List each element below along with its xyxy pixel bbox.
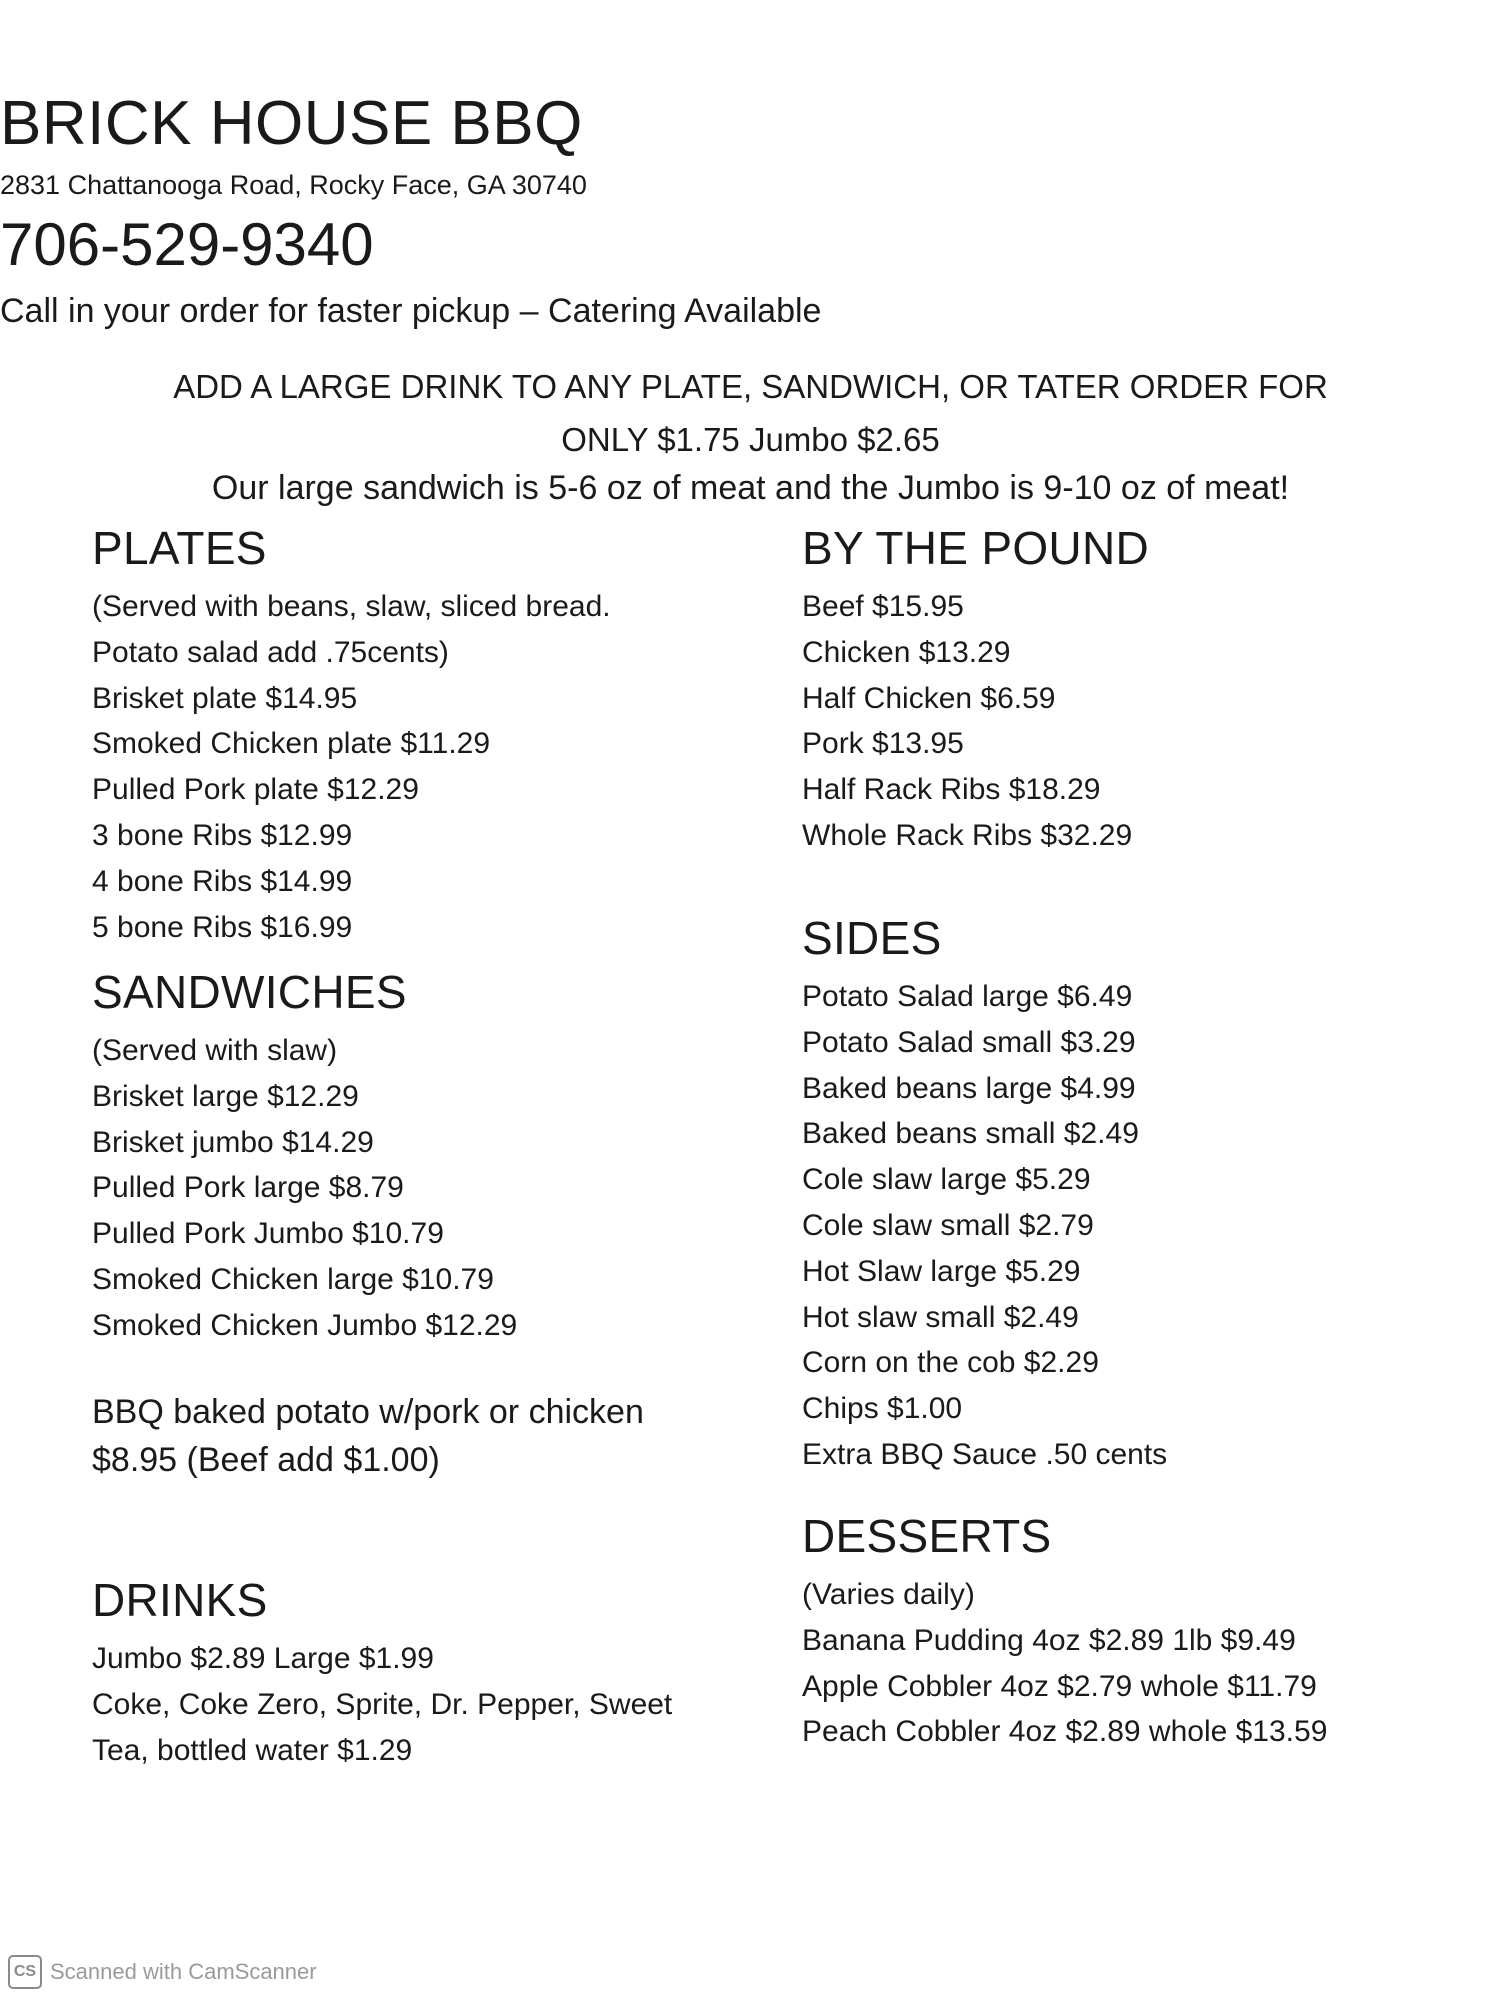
menu-item: Cole slaw small $2.79 [802,1208,1094,1242]
menu-item: BBQ baked potato w/pork or chicken [92,1393,644,1431]
menu-item: Brisket plate $14.95 [92,681,358,715]
desserts-section [802,1508,1327,1755]
section-title: DESSERTS [802,1510,1052,1562]
menu-item: Coke, Coke Zero, Sprite, Dr. Pepper, Sweet [92,1687,673,1721]
menu-item: Brisket large $12.29 [92,1079,359,1113]
sandwiches-section [92,964,517,1349]
menu-item: Smoked Chicken large $10.79 [92,1262,494,1296]
section-title: SANDWICHES [92,966,407,1018]
promo-line: ONLY $1.75 Jumbo $2.65 [561,421,940,458]
camscanner-logo-icon: CS [8,1955,42,1989]
phone-number: 706-529-9340 [0,211,374,278]
menu-item: Baked beans small $2.49 [802,1117,1139,1151]
menu-item: (Served with slaw) [92,1034,338,1067]
menu-item: 3 bone Ribs $12.99 [92,818,353,852]
watermark-text: Scanned with CamScanner [50,1959,317,1984]
plates-section [92,520,611,950]
menu-item: Pulled Pork Jumbo $10.79 [92,1217,444,1251]
menu-item: Smoked Chicken Jumbo $12.29 [92,1308,518,1342]
scanner-watermark [8,1954,317,1990]
menu-item: Smoked Chicken plate $11.29 [92,727,491,761]
menu-item: Apple Cobbler 4oz $2.79 whole $11.79 [802,1669,1317,1703]
menu-item: Chicken $13.29 [802,635,1011,669]
menu-item: (Served with beans, slaw, sliced bread. [92,590,611,623]
menu-item: Jumbo $2.89 Large $1.99 [92,1642,434,1675]
menu-item: Potato salad add .75cents) [92,635,449,669]
menu-item: Tea, bottled water $1.29 [92,1733,413,1767]
menu-item: Hot slaw small $2.49 [802,1300,1079,1334]
menu-item: Banana Pudding 4oz $2.89 1lb $9.49 [802,1623,1296,1657]
menu-item: 5 bone Ribs $16.99 [92,910,353,944]
menu-item: Half Rack Ribs $18.29 [802,773,1101,807]
drink-promo [0,360,1501,466]
section-title: PLATES [92,522,267,574]
menu-item: Cole slaw large $5.29 [802,1163,1091,1197]
restaurant-name: BRICK HOUSE BBQ [0,89,583,158]
menu-item: Corn on the cob $2.29 [802,1346,1099,1380]
menu-item: Brisket jumbo $14.29 [92,1125,374,1159]
menu-item: Peach Cobbler 4oz $2.89 whole $13.59 [802,1715,1328,1749]
menu-item: Pork $13.95 [802,727,964,761]
menu-item: Chips $1.00 [802,1392,963,1426]
sides-section [802,910,1167,1478]
menu-item: 4 bone Ribs $14.99 [92,864,353,898]
menu-item: Pulled Pork plate $12.29 [92,773,419,807]
menu-item: Hot Slaw large $5.29 [802,1254,1081,1288]
call-in-note: Call in your order for faster pickup – Catering Available [0,292,822,330]
menu-item: (Varies daily) [802,1578,975,1611]
baked-potato-section [92,1388,644,1484]
menu-item: Extra BBQ Sauce .50 cents [802,1437,1168,1471]
section-title: BY THE POUND [802,522,1149,574]
drinks-section [92,1572,672,1773]
menu-item: $8.95 (Beef add $1.00) [92,1441,440,1479]
menu-item: Potato Salad large $6.49 [802,980,1133,1013]
by-the-pound-section [802,520,1149,859]
section-title: SIDES [802,912,942,964]
menu-item: Half Chicken $6.59 [802,681,1056,715]
menu-item: Whole Rack Ribs $32.29 [802,818,1133,852]
promo-line: ADD A LARGE DRINK TO ANY PLATE, SANDWICH, OR TATER ORDER FOR [173,368,1328,405]
menu-item: Beef $15.95 [802,590,964,623]
menu-item: Potato Salad small $3.29 [802,1025,1136,1059]
menu-item: Baked beans large $4.99 [802,1071,1136,1105]
section-title: DRINKS [92,1574,268,1626]
address: 2831 Chattanooga Road, Rocky Face, GA 30740 [0,170,587,200]
menu-item: Pulled Pork large $8.79 [92,1171,404,1205]
sandwich-size-note: Our large sandwich is 5-6 oz of meat and the Jumbo is 9-10 oz of meat! [211,469,1290,507]
